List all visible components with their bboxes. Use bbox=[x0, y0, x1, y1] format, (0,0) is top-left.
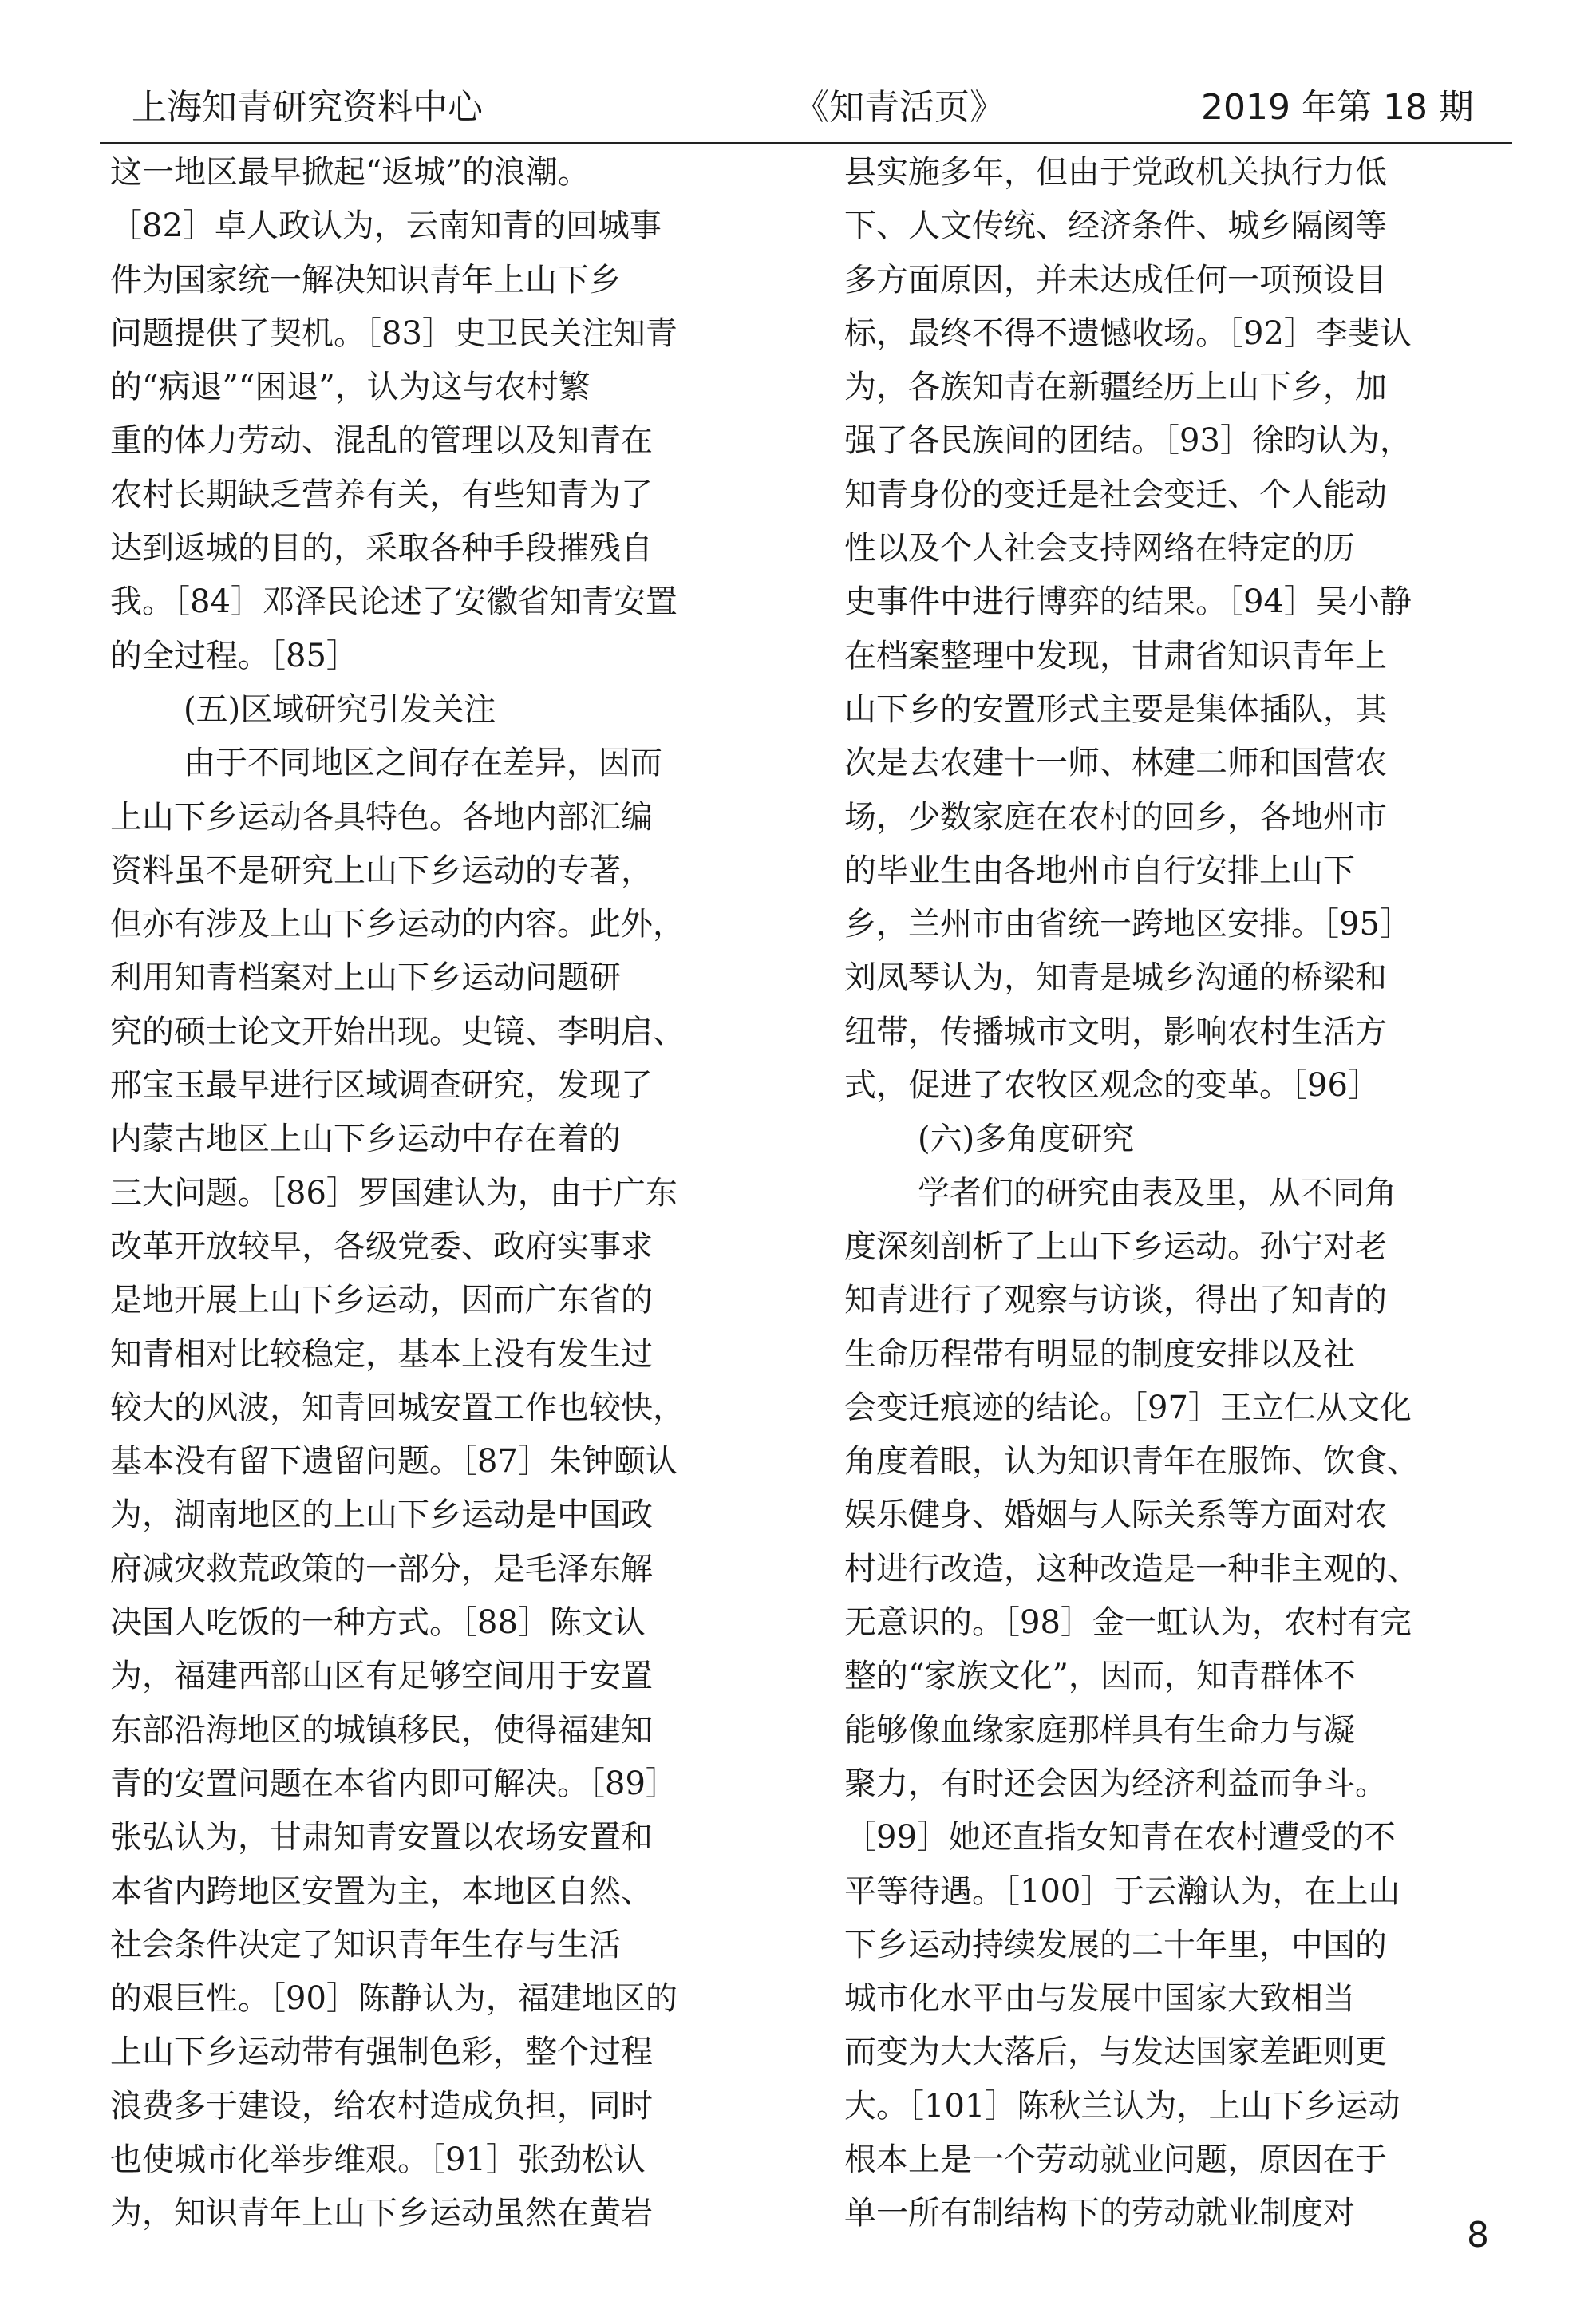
text-line: 下、人文传统、经济条件、城乡隔阂等 bbox=[844, 208, 1387, 245]
text-line: 村进行改造，这种改造是一种非主观的、 bbox=[844, 1550, 1419, 1587]
text-line: 基本没有留下遗留问题。［87］朱钟颐认 bbox=[110, 1443, 678, 1481]
text-line: 强了各民族间的团结。［93］徐昀认为， bbox=[844, 422, 1412, 460]
text-line: 乡，兰州市由省统一跨地区安排。［95］ bbox=[844, 906, 1412, 943]
text-line: 社会条件决定了知识青年生存与生活 bbox=[110, 1926, 621, 1963]
text-line: 件为国家统一解决知识青年上山下乡 bbox=[110, 261, 621, 298]
text-line: 青的安置问题在本省内即可解决。［89］ bbox=[110, 1765, 678, 1802]
text-line: 上山下乡运动带有强制色彩，整个过程 bbox=[110, 2034, 653, 2071]
text-line: 也使城市化举步维艰。［91］张劲松认 bbox=[110, 2141, 646, 2178]
text-line: 为，各族知青在新疆经历上山下乡，加 bbox=[844, 369, 1387, 406]
text-line: 单一所有制结构下的劳动就业制度对 bbox=[844, 2195, 1355, 2232]
text-line: 决国人吃饭的一种方式。［88］陈文认 bbox=[110, 1604, 646, 1642]
text-line: 城市化水平由与发展中国家大致相当 bbox=[844, 1980, 1355, 2018]
text-line: 式，促进了农牧区观念的变革。［96］ bbox=[844, 1067, 1380, 1105]
text-line: 较大的风波，知青回城安置工作也较快， bbox=[110, 1389, 685, 1426]
text-line: 大。［101］陈秋兰认为，上山下乡运动 bbox=[844, 2087, 1400, 2125]
text-line: 的毕业生由各地州市自行安排上山下 bbox=[844, 852, 1355, 889]
text-line: 在档案整理中发现，甘肃省知识青年上 bbox=[844, 637, 1387, 674]
text-line: 的“病退”“困退”，认为这与农村繁 bbox=[110, 369, 591, 406]
text-line: 的全过程。［85］ bbox=[110, 637, 358, 674]
text-line: 重的体力劳动、混乱的管理以及知青在 bbox=[110, 422, 653, 460]
text-line: 三大问题。［86］罗国建认为，由于广东 bbox=[110, 1174, 678, 1212]
text-line: 多方面原因，并未达成任何一项预设目 bbox=[844, 261, 1387, 298]
text-line: 的艰巨性。［90］陈静认为，福建地区的 bbox=[110, 1980, 678, 2018]
text-line: 但亦有涉及上山下乡运动的内容。此外， bbox=[110, 906, 685, 943]
text-line: 生命历程带有明显的制度安排以及社 bbox=[844, 1335, 1355, 1373]
left-text-column bbox=[110, 146, 772, 2232]
text-line: 娱乐健身、婚姻与人际关系等方面对农 bbox=[844, 1496, 1387, 1534]
page-number: 8 bbox=[1467, 2215, 1489, 2256]
text-line: 为，知识青年上山下乡运动虽然在黄岩 bbox=[110, 2195, 653, 2232]
text-line: 邢宝玉最早进行区域调查研究，发现了 bbox=[110, 1067, 653, 1105]
section-heading: (五)区域研究引发关注 bbox=[184, 690, 496, 728]
text-line: 史事件中进行博弈的结果。［94］吴小静 bbox=[844, 583, 1412, 621]
text-line: 我。［84］邓泽民论述了安徽省知青安置 bbox=[110, 583, 678, 621]
text-line: 角度着眼，认为知识青年在服饰、饮食、 bbox=[844, 1443, 1419, 1481]
text-line: 山下乡的安置形式主要是集体插队，其 bbox=[844, 690, 1387, 728]
text-line: 整的“家族文化”，因而，知青群体不 bbox=[844, 1658, 1356, 1695]
text-line: 究的硕士论文开始出现。史镜、李明启、 bbox=[110, 1013, 685, 1050]
text-line: 次是去农建十一师、林建二师和国营农 bbox=[844, 745, 1387, 782]
right-text-column bbox=[844, 146, 1507, 2232]
text-line: 浪费多于建设，给农村造成负担，同时 bbox=[110, 2087, 653, 2125]
text-line: 为，湖南地区的上山下乡运动是中国政 bbox=[110, 1496, 653, 1534]
text-line: 纽带，传播城市文明，影响农村生活方 bbox=[844, 1013, 1387, 1050]
text-line: 聚力，有时还会因为经济利益而争斗。 bbox=[844, 1765, 1387, 1802]
text-line: 由于不同地区之间存在差异，因而 bbox=[184, 745, 662, 782]
text-line: 上山下乡运动各具特色。各地内部汇编 bbox=[110, 798, 653, 836]
text-line: 性以及个人社会支持网络在特定的历 bbox=[844, 530, 1355, 567]
text-line: 知青进行了观察与访谈，得出了知青的 bbox=[844, 1282, 1387, 1319]
text-line: 张弘认为，甘肃知青安置以农场安置和 bbox=[110, 1819, 653, 1856]
text-line: ［99］她还直指女知青在农村遭受的不 bbox=[844, 1819, 1396, 1856]
text-line: 是地开展上山下乡运动，因而广东省的 bbox=[110, 1282, 653, 1319]
header-org-name: 上海知青研究资料中心 bbox=[132, 87, 483, 128]
text-line: 改革开放较早，各级党委、政府实事求 bbox=[110, 1228, 653, 1265]
text-line: 为，福建西部山区有足够空间用于安置 bbox=[110, 1658, 653, 1695]
text-line: ［82］卓人政认为，云南知青的回城事 bbox=[110, 208, 662, 245]
text-line: 知青相对比较稳定，基本上没有发生过 bbox=[110, 1335, 653, 1373]
text-line: 东部沿海地区的城镇移民，使得福建知 bbox=[110, 1711, 653, 1749]
page-header bbox=[100, 80, 1512, 136]
text-line: 会变迁痕迹的结论。［97］王立仁从文化 bbox=[844, 1389, 1412, 1426]
text-line: 平等待遇。［100］于云瀚认为，在上山 bbox=[844, 1872, 1400, 1910]
text-line: 府减灾救荒政策的一部分，是毛泽东解 bbox=[110, 1550, 653, 1587]
text-line: 场，少数家庭在农村的回乡，各地州市 bbox=[844, 798, 1387, 836]
text-line: 问题提供了契机。［83］史卫民关注知青 bbox=[110, 314, 678, 352]
text-line: 达到返城的目的，采取各种手段摧残自 bbox=[110, 530, 653, 567]
text-line: 内蒙古地区上山下乡运动中存在着的 bbox=[110, 1121, 621, 1158]
text-line: 利用知青档案对上山下乡运动问题研 bbox=[110, 959, 621, 997]
header-rule bbox=[100, 142, 1512, 144]
text-line: 学者们的研究由表及里，从不同角 bbox=[918, 1174, 1396, 1212]
section-heading: (六)多角度研究 bbox=[918, 1121, 1135, 1158]
text-line: 度深刻剖析了上山下乡运动。孙宁对老 bbox=[844, 1228, 1387, 1265]
text-line: 这一地区最早掀起“返城”的浪潮。 bbox=[110, 154, 590, 191]
text-line: 而变为大大落后，与发达国家差距则更 bbox=[844, 2034, 1387, 2071]
text-line: 县实施多年，但由于党政机关执行力低 bbox=[844, 154, 1387, 191]
text-line: 农村长期缺乏营养有关，有些知青为了 bbox=[110, 476, 653, 513]
text-line: 本省内跨地区安置为主，本地区自然、 bbox=[110, 1872, 653, 1910]
text-line: 根本上是一个劳动就业问题，原因在于 bbox=[844, 2141, 1387, 2178]
text-line: 知青身份的变迁是社会变迁、个人能动 bbox=[844, 476, 1387, 513]
text-line: 标，最终不得不遗憾收场。［92］李斐认 bbox=[844, 314, 1412, 352]
text-line: 能够像血缘家庭那样具有生命力与凝 bbox=[844, 1711, 1355, 1749]
text-line: 无意识的。［98］金一虹认为，农村有完 bbox=[844, 1604, 1412, 1642]
header-publication-title: 《知青活页》 bbox=[794, 87, 1005, 128]
text-line: 资料虽不是研究上山下乡运动的专著， bbox=[110, 852, 653, 889]
header-issue-number: 2019 年第 18 期 bbox=[1201, 87, 1474, 128]
text-line: 下乡运动持续发展的二十年里，中国的 bbox=[844, 1926, 1387, 1963]
text-line: 刘凤琴认为，知青是城乡沟通的桥梁和 bbox=[844, 959, 1387, 997]
